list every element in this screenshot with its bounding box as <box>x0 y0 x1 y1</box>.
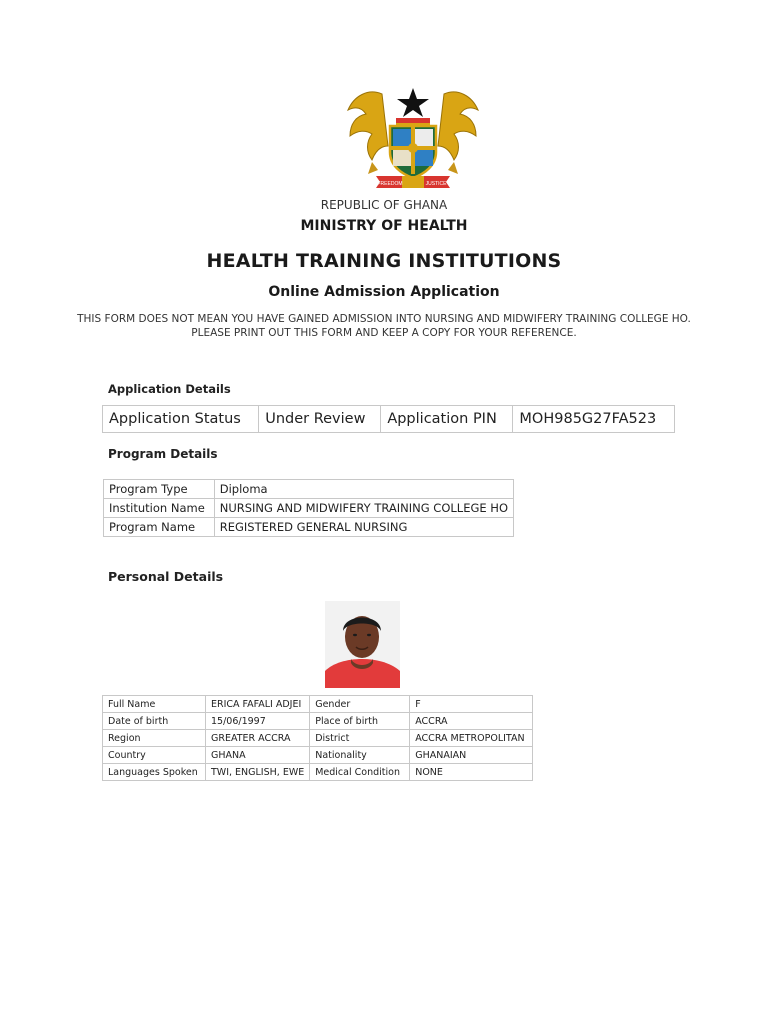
country-value: GHANA <box>206 747 310 764</box>
languages-label: Languages Spoken <box>103 764 206 781</box>
motto-right: JUSTICE <box>425 181 447 187</box>
table-row <box>103 747 533 764</box>
place-of-birth-value: ACCRA <box>410 713 533 730</box>
program-details-title: Program Details <box>108 447 218 461</box>
dob-label: Date of birth <box>103 713 206 730</box>
program-details-table <box>103 479 514 537</box>
institution-name-label: Institution Name <box>104 499 215 518</box>
program-name-value: REGISTERED GENERAL NURSING <box>214 518 513 537</box>
page-subtitle: Online Admission Application <box>268 284 500 300</box>
district-label: District <box>310 730 410 747</box>
district-value: ACCRA METROPOLITAN <box>410 730 533 747</box>
program-name-label: Program Name <box>104 518 215 537</box>
program-type-value: Diploma <box>214 480 513 499</box>
region-label: Region <box>103 730 206 747</box>
personal-details-table <box>102 695 533 781</box>
table-row <box>103 764 533 781</box>
table-row <box>104 499 514 518</box>
dob-value: 15/06/1997 <box>206 713 310 730</box>
institution-name-value: NURSING AND MIDWIFERY TRAINING COLLEGE HO <box>214 499 513 518</box>
place-of-birth-label: Place of birth <box>310 713 410 730</box>
full-name-label: Full Name <box>103 696 206 713</box>
region-value: GREATER ACCRA <box>206 730 310 747</box>
table-row <box>103 406 675 433</box>
medical-condition-value: NONE <box>410 764 533 781</box>
table-row <box>104 480 514 499</box>
ghana-coat-of-arms-icon <box>338 80 488 192</box>
pin-value: MOH985G27FA523 <box>513 406 675 433</box>
status-value: Under Review <box>259 406 381 433</box>
personal-details-title: Personal Details <box>108 569 224 584</box>
pin-label: Application PIN <box>381 406 513 433</box>
republic-label: REPUBLIC OF GHANA <box>320 198 448 212</box>
status-label: Application Status <box>103 406 259 433</box>
admission-notice: THIS FORM DOES NOT MEAN YOU HAVE GAINED ADMISSION INTO NURSING AND MIDWIFERY TRAINING COLLEGE HO. PLEASE PRINT OUT THIS FORM AND KEEP A COPY FOR YOUR REFERENCE. <box>77 313 691 339</box>
motto-left: FREEDOM <box>377 181 403 187</box>
nationality-value: GHANAIAN <box>410 747 533 764</box>
application-details-table <box>102 405 675 433</box>
page-title: HEALTH TRAINING INSTITUTIONS <box>206 250 562 272</box>
medical-condition-label: Medical Condition <box>310 764 410 781</box>
coat-of-arms <box>338 80 488 192</box>
table-row <box>103 730 533 747</box>
languages-value: TWI, ENGLISH, EWE <box>206 764 310 781</box>
table-row <box>104 518 514 537</box>
country-label: Country <box>103 747 206 764</box>
gender-value: F <box>410 696 533 713</box>
nationality-label: Nationality <box>310 747 410 764</box>
program-type-label: Program Type <box>104 480 215 499</box>
full-name-value: ERICA FAFALI ADJEI <box>206 696 310 713</box>
application-details-title: Application Details <box>108 382 231 396</box>
table-row <box>103 696 533 713</box>
applicant-photo <box>325 601 400 688</box>
gender-label: Gender <box>310 696 410 713</box>
ministry-label: MINISTRY OF HEALTH <box>300 218 468 234</box>
table-row <box>103 713 533 730</box>
